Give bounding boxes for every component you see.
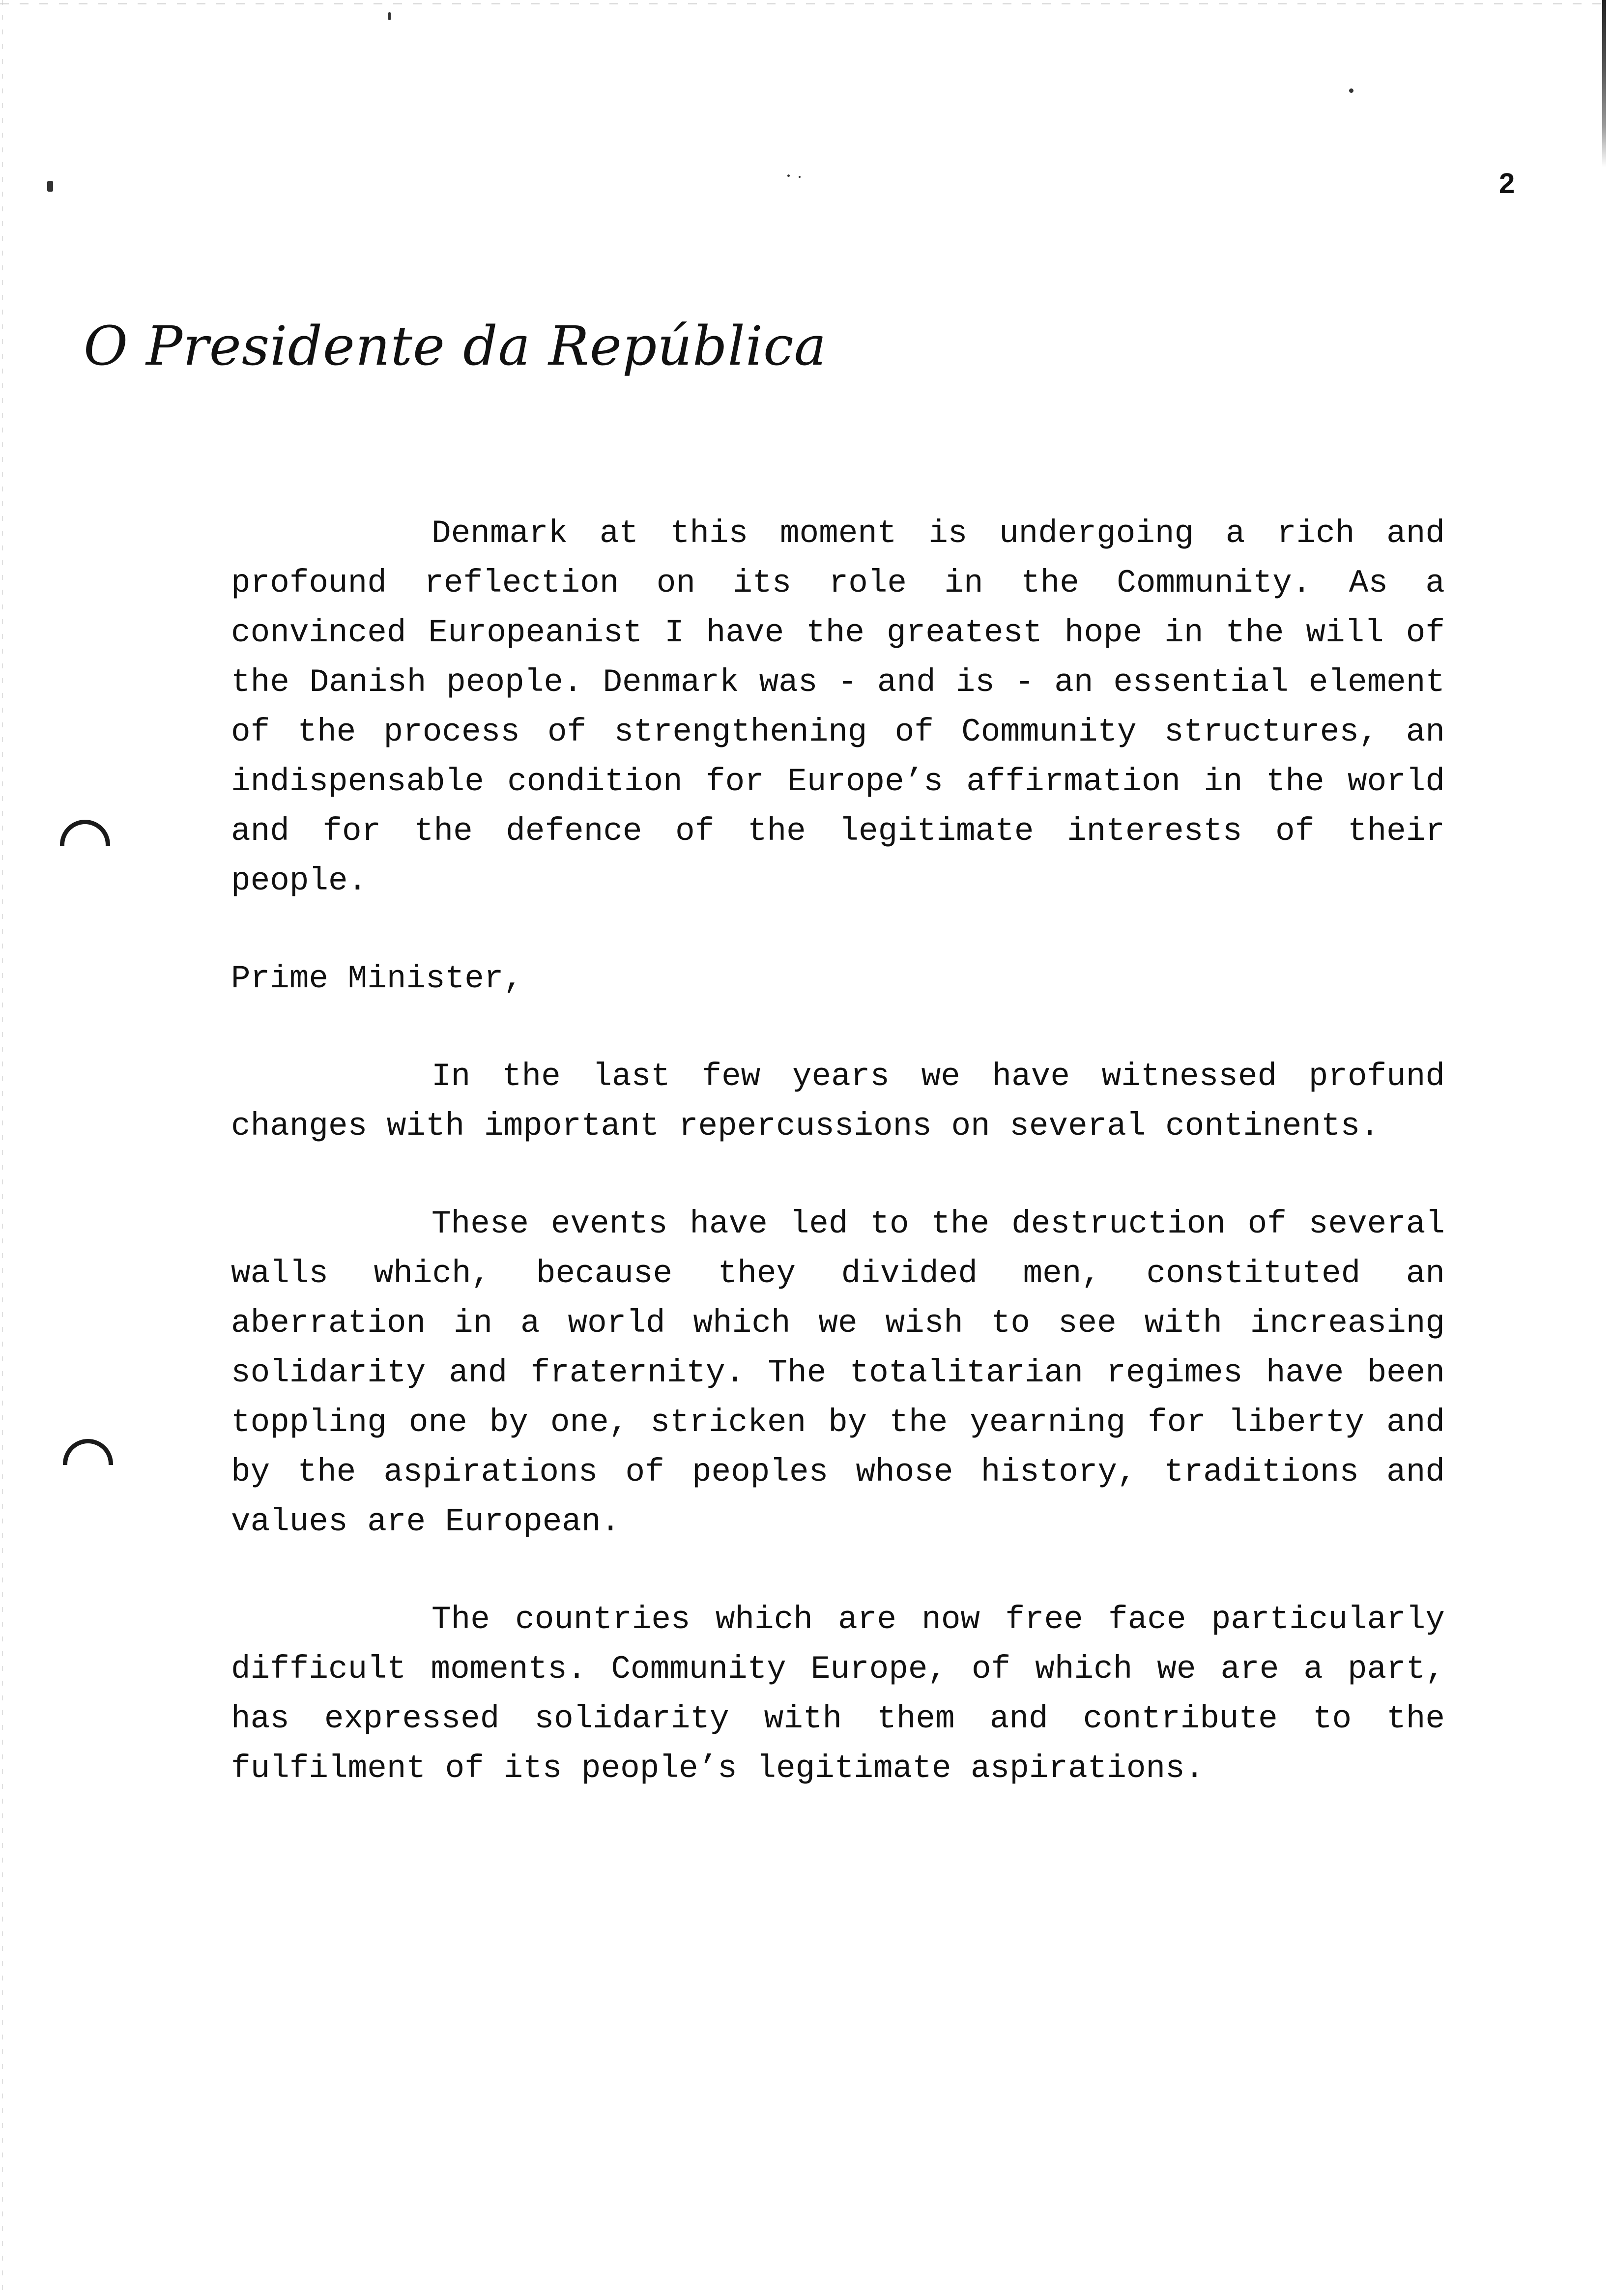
page-number: 2: [1499, 168, 1515, 200]
scan-edge-top: [0, 3, 1612, 4]
scan-edge-right: [1602, 0, 1606, 167]
letterhead: O Presidente da República: [84, 315, 827, 377]
scan-speck: [799, 176, 801, 178]
scan-speck: [388, 12, 391, 20]
scan-speck: [787, 174, 790, 177]
salutation: Prime Minister,: [231, 960, 523, 997]
paragraph-events: These events have led to the destruction of several walls which, because they divided men, constituted an aberration in a world which we wish to see with increasing solidarity and fraternity. The totalitarian regimes have been toppling one by one, stricken by the yearning for liberty and by the aspirations of peoples whose history, traditions and values are European.: [231, 1205, 1445, 1540]
letter-body: [231, 509, 1445, 1841]
punch-hole-upper: [60, 820, 110, 870]
scan-speck: [47, 181, 53, 192]
paragraph-denmark: Denmark at this moment is undergoing a rich and profound reflection on its role in the Community. As a convinced Europeanist I have the greatest hope in the will of the Danish people. Denmark was - and is - an essential element of the process of strengthening of Community structures, an indispensable condition for Europe’s affirmation in the world and for the defence of the legitimate interests of their people.: [231, 515, 1445, 899]
punch-hole-lower: [63, 1439, 113, 1489]
paragraph-countries: The countries which are now free face particularly difficult moments. Community Europe, of which we are a part, has expressed solidarity with them and contribute to the fulfilment of its people’s legitimate aspirations.: [231, 1601, 1445, 1787]
scan-edge-left: [2, 0, 3, 2296]
paragraph-changes: In the last few years we have witnessed profund changes with important repercussions on several continents.: [231, 1058, 1445, 1145]
scan-speck: [1349, 88, 1353, 93]
